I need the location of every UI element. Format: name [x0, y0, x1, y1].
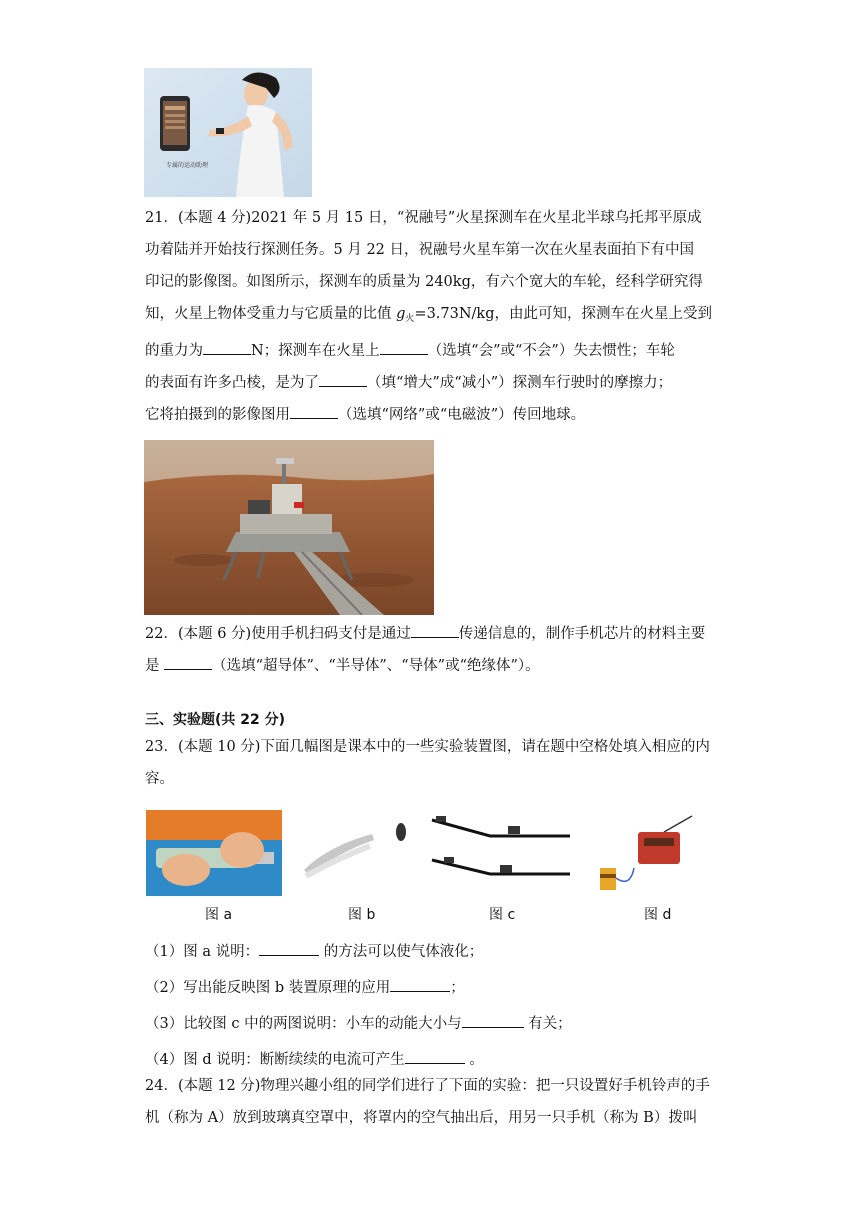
q23-line-2: 容。 [145, 771, 174, 787]
question-23 [145, 731, 725, 795]
answer-blank-liquefaction[interactable] [259, 941, 319, 956]
figure-a-image [146, 810, 282, 896]
runner-illustration [144, 68, 312, 197]
figure-b-caption: 图 b [348, 907, 376, 923]
q23-item-2: （2）写出能反映图 b 装置原理的应用 ； [145, 970, 725, 1006]
figure-d-caption: 图 d [644, 907, 672, 923]
figure-c-caption: 图 c [489, 907, 516, 923]
answer-blank-transmission[interactable] [290, 404, 338, 419]
figure-b-image [298, 812, 416, 898]
section-heading: 三、实验题(共 22 分) [145, 712, 286, 728]
figure-c-image [430, 810, 572, 890]
question-21 [145, 202, 725, 431]
q23-item-3: （3）比较图 c 中的两图说明：小车的动能大小与 有关； [145, 1006, 725, 1042]
gravity-subscript: 火 [405, 314, 415, 324]
gravity-symbol: g [396, 306, 406, 322]
question-22 [145, 618, 725, 682]
syringe-compression-illustration [146, 810, 282, 896]
q24-line-2: 机（称为 A）放到玻璃真空罩中，将罩内的空气抽出后，用另一只手机（称为 B）拨叫 [145, 1110, 698, 1126]
answer-blank-current-effect[interactable] [405, 1049, 465, 1064]
q21-line-3: 印记的影像图。如图所示，探测车的质量为 240kg，有六个宽大的车轮，经科学研究得 [145, 274, 703, 290]
q21-line-1: 21．(本题 4 分)2021 年 5 月 15 日，“祝融号”火星探测车在火星北半球乌托邦平原成 [145, 210, 702, 226]
q23-item-1: （1）图 a 说明： 的方法可以使气体液化； [145, 934, 725, 970]
answer-blank-inertia[interactable] [380, 340, 428, 355]
tuning-fork-ball-illustration [298, 812, 416, 898]
radio-battery-illustration [594, 812, 702, 896]
answer-blank-application[interactable] [390, 977, 450, 992]
q21-line-7: 它将拍摄到的影像图用 （选填“网络”或“电磁波”）传回地球。 [145, 399, 725, 431]
q21-line-5: 的重力为 N；探测车在火星上 （选填“会”或“不会”）失去惯性；车轮 [145, 335, 725, 367]
runner-image [144, 68, 312, 197]
answer-blank-chip-material[interactable] [164, 655, 212, 670]
mars-rover-image [144, 440, 434, 615]
q23-item-4: （4）图 d 说明：断断续续的电流可产生 。 [145, 1042, 725, 1078]
q22-line-2: 是 （选填“超导体”、“半导体”、“导体”或“绝缘体”）。 [145, 650, 725, 682]
q22-line-1: 22．(本题 6 分)使用手机扫码支付是通过 传递信息的，制作手机芯片的材料主要 [145, 618, 725, 650]
phone-caption: 专属的运动助理 [166, 162, 209, 169]
q24-line-1: 24．(本题 12 分)物理兴趣小组的同学们进行了下面的实验：把一只设置好手机铃声的手 [145, 1078, 710, 1094]
q21-line-2: 功着陆并开始技行探测任务。5 月 22 日，祝融号火星车第一次在火星表面拍下有中国 [145, 242, 695, 258]
answer-blank-friction[interactable] [319, 372, 367, 387]
figure-d-image [594, 812, 702, 896]
answer-blank-signal[interactable] [411, 623, 459, 638]
question-24 [145, 1070, 725, 1134]
q23-line-1: 23．(本题 10 分)下面几幅图是课本中的一些实验装置图，请在题中空格处填入相应的内 [145, 739, 710, 755]
mars-rover-illustration [144, 440, 434, 615]
answer-blank-gravity[interactable] [203, 340, 251, 355]
question-23-items [145, 934, 725, 1078]
figure-a-caption: 图 a [205, 907, 233, 923]
answer-blank-kinetic-energy[interactable] [462, 1013, 524, 1028]
q21-line-6: 的表面有许多凸棱，是为了 （填“增大”成“减小”）探测车行驶时的摩擦力； [145, 367, 725, 399]
ramp-cart-illustration [430, 810, 572, 890]
q21-line-4: 知，火星上物体受重力与它质量的比值 $g_火=3.73N/kg$，由此可知，探测车在火星上受到 [145, 306, 712, 324]
